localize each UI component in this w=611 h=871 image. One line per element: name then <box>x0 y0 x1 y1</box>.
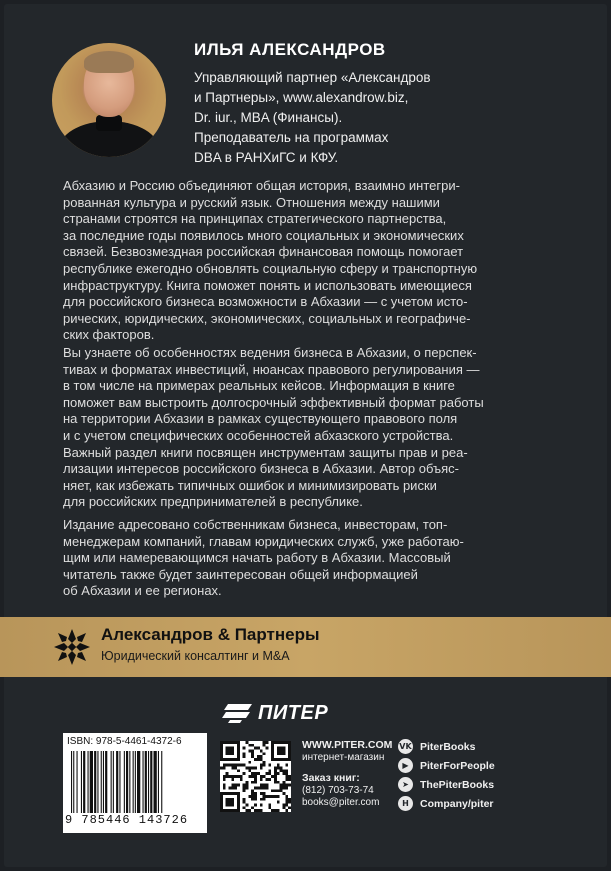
barcode-bar <box>137 751 140 813</box>
piter-logo-text: ПИТЕР <box>258 701 329 724</box>
qr-module <box>248 761 251 764</box>
barcode-bar <box>154 751 157 813</box>
barcode-bar <box>88 751 89 813</box>
qr-module <box>234 775 237 778</box>
qr-module <box>260 758 263 761</box>
qr-module <box>220 767 223 770</box>
qr-module <box>288 778 291 781</box>
qr-module <box>226 798 235 807</box>
qr-module <box>277 781 280 784</box>
barcode-bar <box>94 751 96 813</box>
qr-module <box>285 786 288 789</box>
qr-module <box>274 772 277 775</box>
barcode-bar <box>116 751 118 813</box>
qr-module <box>254 781 257 784</box>
text-line: поможет вам выстроить долгосрочный эффективный формат работы <box>63 394 484 410</box>
qr-module <box>285 795 288 798</box>
qr-module <box>234 784 237 787</box>
qr-module <box>251 775 254 778</box>
qr-module <box>285 784 288 787</box>
qr-module <box>243 806 246 809</box>
qr-module <box>280 767 283 770</box>
star-ornament-icon <box>52 627 92 667</box>
qr-module <box>265 786 268 789</box>
qr-module <box>248 795 251 798</box>
qr-module <box>254 778 257 781</box>
qr-module <box>280 784 283 787</box>
social-label: Company/piter <box>420 797 494 810</box>
author-photo <box>52 43 166 157</box>
qr-module <box>226 772 229 775</box>
qr-module <box>280 786 283 789</box>
qr-module <box>240 775 243 778</box>
qr-module <box>229 786 232 789</box>
description-paragraph-3 <box>63 517 533 600</box>
qr-module <box>260 764 263 767</box>
social-label: PiterBooks <box>420 740 476 753</box>
qr-module <box>251 781 254 784</box>
publisher-site[interactable]: WWW.PITER.COM <box>302 739 393 751</box>
text-line: Издание адресовано собственникам бизнеса, инвесторам, топ- <box>63 517 448 532</box>
qr-module <box>288 775 291 778</box>
qr-module <box>254 772 257 775</box>
author-bio-line: Управляющий партнер «Александров <box>194 70 431 85</box>
social-link-habr[interactable] <box>398 794 495 813</box>
qr-module <box>277 795 280 798</box>
qr-module <box>223 767 226 770</box>
qr-module <box>260 750 263 753</box>
qr-module <box>285 803 288 806</box>
qr-module <box>285 775 288 778</box>
qr-module <box>263 775 266 778</box>
qr-module <box>251 752 254 755</box>
qr-module <box>260 792 263 795</box>
social-link-telegram[interactable] <box>398 775 495 794</box>
barcode-bar <box>145 751 147 813</box>
qr-module <box>260 803 263 806</box>
qr-module <box>277 747 286 756</box>
text-line: странами строятся на принципах стратегического партнерства, <box>63 211 447 227</box>
qr-module <box>254 786 257 789</box>
qr-module <box>251 755 254 758</box>
qr-module <box>254 809 257 812</box>
qr-module <box>285 801 288 804</box>
barcode-bar <box>101 751 102 813</box>
barcode-bar <box>119 751 120 813</box>
qr-module <box>223 775 226 778</box>
qr-module <box>254 803 257 806</box>
qr-module <box>237 769 240 772</box>
partner-tagline: Юридический консалтинг и M&A <box>101 649 290 663</box>
qr-module <box>268 795 271 798</box>
qr-module <box>263 744 266 747</box>
qr-module <box>271 775 274 778</box>
piter-book-icon <box>222 702 254 724</box>
barcode-bar <box>97 751 98 813</box>
text-line: и с учетом специфических особенностей абхазского устройства. <box>63 427 454 443</box>
qr-module <box>257 809 260 812</box>
social-links <box>398 737 495 813</box>
qr-module <box>277 809 280 812</box>
qr-module <box>243 752 246 755</box>
qr-module <box>263 741 266 744</box>
qr-module <box>280 789 283 792</box>
qr-module <box>229 764 232 767</box>
barcode-bar <box>83 751 85 813</box>
order-email[interactable]: books@piter.com <box>302 797 380 808</box>
qr-module <box>277 767 280 770</box>
barcode-bar <box>73 751 74 813</box>
qr-module <box>257 747 260 750</box>
description-paragraph-2 <box>63 345 533 511</box>
qr-module <box>274 767 277 770</box>
qr-module <box>282 803 285 806</box>
qr-module <box>260 778 263 781</box>
qr-module <box>265 795 268 798</box>
qr-module <box>274 795 277 798</box>
barcode-bar <box>103 751 104 813</box>
qr-module <box>268 764 271 767</box>
barcode-digits: 9 785446 143726 <box>65 813 189 827</box>
qr-module <box>246 741 249 744</box>
qr-module <box>257 772 260 775</box>
qr-module <box>265 778 268 781</box>
barcode-bar <box>143 751 144 813</box>
qr-module <box>246 803 249 806</box>
qr-module <box>251 750 254 753</box>
qr-module <box>263 784 266 787</box>
qr-module <box>288 806 291 809</box>
qr-module <box>274 809 277 812</box>
qr-module <box>243 764 246 767</box>
qr-module <box>254 798 257 801</box>
barcode-bar <box>81 751 82 813</box>
qr-module <box>226 747 235 756</box>
qr-module <box>265 784 268 787</box>
qr-module <box>248 750 251 753</box>
qr-module <box>234 767 237 770</box>
qr-module <box>263 761 266 764</box>
qr-module <box>265 747 268 750</box>
qr-module <box>226 764 229 767</box>
text-line: для российских предпринимателей в республике. <box>63 494 363 510</box>
qr-module <box>263 764 266 767</box>
qr-module <box>282 784 285 787</box>
qr-module <box>285 764 288 767</box>
qr-module <box>274 775 277 778</box>
qr-module <box>277 764 280 767</box>
barcode-bar <box>150 751 152 813</box>
text-line: на территории Абхазии в рамках существующего правового поля <box>63 411 458 427</box>
qr-module <box>268 769 271 772</box>
barcode-bar <box>135 751 136 813</box>
qr-module <box>288 784 291 787</box>
qr-module <box>257 758 260 761</box>
text-line: рических, юридических, экономических, социальных и географиче- <box>63 310 471 326</box>
qr-module <box>246 786 249 789</box>
author-bio-line: Преподаватель на программах <box>194 130 389 145</box>
barcode-bar <box>161 751 162 813</box>
barcode-bar <box>126 751 128 813</box>
qr-module <box>285 769 288 772</box>
qr-module <box>274 789 277 792</box>
qr-module <box>243 772 246 775</box>
barcode-bar <box>90 751 93 813</box>
qr-module <box>231 775 234 778</box>
qr-module <box>254 775 257 778</box>
qr-module <box>257 755 260 758</box>
qr-module <box>243 755 246 758</box>
publisher-shop-label: интернет-магазин <box>302 752 385 763</box>
qr-module <box>243 798 246 801</box>
qr-module <box>251 744 254 747</box>
text-line: читатель также будет заинтересован общей информацией <box>63 566 418 582</box>
qr-module <box>274 778 277 781</box>
youtube-icon: ▶ <box>398 758 413 773</box>
text-line: рованная культура и русский язык. Отношения между нашими <box>63 194 440 210</box>
author-photo-collar <box>96 115 122 131</box>
qr-module <box>282 786 285 789</box>
author-name: ИЛЬЯ АЛЕКСАНДРОВ <box>194 40 386 59</box>
isbn-label: ISBN: 978-5-4461-4372-6 <box>67 736 182 747</box>
qr-module <box>285 772 288 775</box>
qr-module <box>277 789 280 792</box>
qr-module <box>248 767 251 770</box>
qr-module <box>263 786 266 789</box>
qr-module <box>268 806 271 809</box>
qr-module <box>251 772 254 775</box>
barcode-bar <box>124 751 125 813</box>
qr-module <box>248 744 251 747</box>
qr-module <box>246 767 249 770</box>
barcode-bar <box>77 751 78 813</box>
social-link-vk[interactable] <box>398 737 495 756</box>
qr-module <box>285 809 288 812</box>
qr-module <box>260 798 263 801</box>
text-line: тивах и форматах инвестиций, нюансах правового регулирования — <box>63 361 480 377</box>
text-line: за последние годы появилось много социальных и экономических <box>63 227 464 243</box>
qr-code <box>220 741 291 812</box>
qr-module <box>274 781 277 784</box>
qr-module <box>226 775 229 778</box>
qr-module <box>260 786 263 789</box>
qr-module <box>260 809 263 812</box>
qr-module <box>260 784 263 787</box>
text-line: связей. Безвозмездная российская финансовая помощь помогает <box>63 244 464 260</box>
qr-module <box>254 767 257 770</box>
order-heading: Заказ книг: <box>302 772 360 784</box>
text-line: Важный раздел книги посвящен инструментам защиты прав и реа- <box>63 444 468 460</box>
qr-module <box>243 801 246 804</box>
qr-module <box>223 784 226 787</box>
qr-module <box>263 752 266 755</box>
social-label: PiterForPeople <box>420 759 495 772</box>
text-line: в том числе на примерах реальных кейсов. Информация в книге <box>63 378 455 394</box>
qr-module <box>285 778 288 781</box>
barcode <box>63 733 207 833</box>
qr-module <box>231 764 234 767</box>
qr-module <box>246 781 249 784</box>
qr-module <box>251 767 254 770</box>
qr-module <box>251 789 254 792</box>
qr-module <box>268 803 271 806</box>
barcode-bar <box>148 751 149 813</box>
qr-module <box>246 809 249 812</box>
text-line: Абхазию и Россию объединяют общая история, взаимно интегри- <box>63 178 460 193</box>
qr-module <box>240 778 243 781</box>
qr-module <box>248 769 251 772</box>
text-line: инфраструктуру. Книга поможет понять и использовать имеющиеся <box>63 277 472 293</box>
qr-module <box>260 775 263 778</box>
qr-module <box>268 772 271 775</box>
qr-module <box>243 786 246 789</box>
qr-module <box>282 769 285 772</box>
qr-module <box>254 758 257 761</box>
telegram-icon: ➤ <box>398 777 413 792</box>
habr-icon: H <box>398 796 413 811</box>
qr-module <box>243 784 246 787</box>
barcode-bar <box>105 751 107 813</box>
qr-module <box>251 795 254 798</box>
qr-module <box>251 798 254 801</box>
piter-logo <box>222 701 328 725</box>
qr-module <box>243 789 246 792</box>
text-line: для российского бизнеса возможности в Абхазии — с учетом исто- <box>63 294 468 310</box>
author-photo-hair <box>84 51 134 73</box>
qr-module <box>277 772 280 775</box>
qr-module <box>223 778 226 781</box>
qr-module <box>251 792 254 795</box>
author-bio <box>194 68 524 168</box>
qr-module <box>240 764 243 767</box>
qr-module <box>237 775 240 778</box>
order-phone: (812) 703-73-74 <box>302 785 374 796</box>
qr-module <box>260 755 263 758</box>
qr-module <box>231 786 234 789</box>
qr-module <box>243 747 246 750</box>
text-line: ских факторов. <box>63 327 155 343</box>
qr-module <box>231 784 234 787</box>
qr-module <box>231 767 234 770</box>
qr-module <box>257 786 260 789</box>
qr-module <box>263 792 266 795</box>
qr-module <box>265 772 268 775</box>
qr-module <box>223 786 226 789</box>
vk-icon: VK <box>398 739 413 754</box>
author-bio-line: Dr. iur., MBA (Финансы). <box>194 110 343 125</box>
qr-module <box>280 769 283 772</box>
barcode-bar <box>158 751 159 813</box>
barcode-bars <box>71 751 201 813</box>
qr-module <box>234 764 237 767</box>
qr-module <box>237 764 240 767</box>
qr-module <box>229 775 232 778</box>
qr-module <box>271 809 274 812</box>
qr-module <box>282 792 285 795</box>
qr-module <box>288 801 291 804</box>
qr-module <box>265 741 268 744</box>
barcode-bar <box>71 751 72 813</box>
text-line: няет, как избежать типичных ошибок и минимизировать риски <box>63 477 437 493</box>
text-line: менеджерам компаний, главам юридических служб, уже работаю- <box>63 533 464 549</box>
qr-module <box>231 778 234 781</box>
text-line: об Абхазии и ее регионах. <box>63 583 222 599</box>
qr-module <box>277 801 280 804</box>
qr-module <box>254 792 257 795</box>
barcode-bar <box>133 751 134 813</box>
qr-module <box>246 784 249 787</box>
qr-module <box>260 767 263 770</box>
author-bio-line: и Партнеры», www.alexandrow.biz, <box>194 90 409 105</box>
qr-module <box>254 747 257 750</box>
author-bio-line: DBA в РАНХиГС и КФУ. <box>194 150 339 165</box>
qr-module <box>263 795 266 798</box>
qr-module <box>263 798 266 801</box>
qr-module <box>268 778 271 781</box>
social-link-youtube[interactable] <box>398 756 495 775</box>
text-line: Вы узнаете об особенностях ведения бизнеса в Абхазии, о перспек- <box>63 345 477 360</box>
qr-module <box>274 769 277 772</box>
qr-module <box>282 806 285 809</box>
qr-module <box>271 789 274 792</box>
description-paragraph-1 <box>63 178 533 344</box>
qr-module <box>282 772 285 775</box>
qr-module <box>251 806 254 809</box>
qr-module <box>234 786 237 789</box>
qr-module <box>237 784 240 787</box>
qr-module <box>248 809 251 812</box>
barcode-bar <box>129 751 130 813</box>
qr-module <box>271 795 274 798</box>
social-label: ThePiterBooks <box>420 778 495 791</box>
qr-module <box>285 798 288 801</box>
barcode-bar <box>113 751 114 813</box>
qr-module <box>248 775 251 778</box>
barcode-bar <box>111 751 112 813</box>
publisher-contacts <box>302 739 392 808</box>
qr-module <box>288 798 291 801</box>
text-line: щим или намеревающимся начать работу в Абхазии. Массовый <box>63 550 451 566</box>
partner-name: Александров & Партнеры <box>101 625 320 644</box>
text-line: республике ежегодно обновлять социальную сферу и транспортную <box>63 260 478 276</box>
qr-module <box>254 795 257 798</box>
text-line: лизации интересов российского бизнеса в Абхазии. Автор объяс- <box>63 461 459 477</box>
qr-module <box>223 764 226 767</box>
qr-module <box>282 781 285 784</box>
